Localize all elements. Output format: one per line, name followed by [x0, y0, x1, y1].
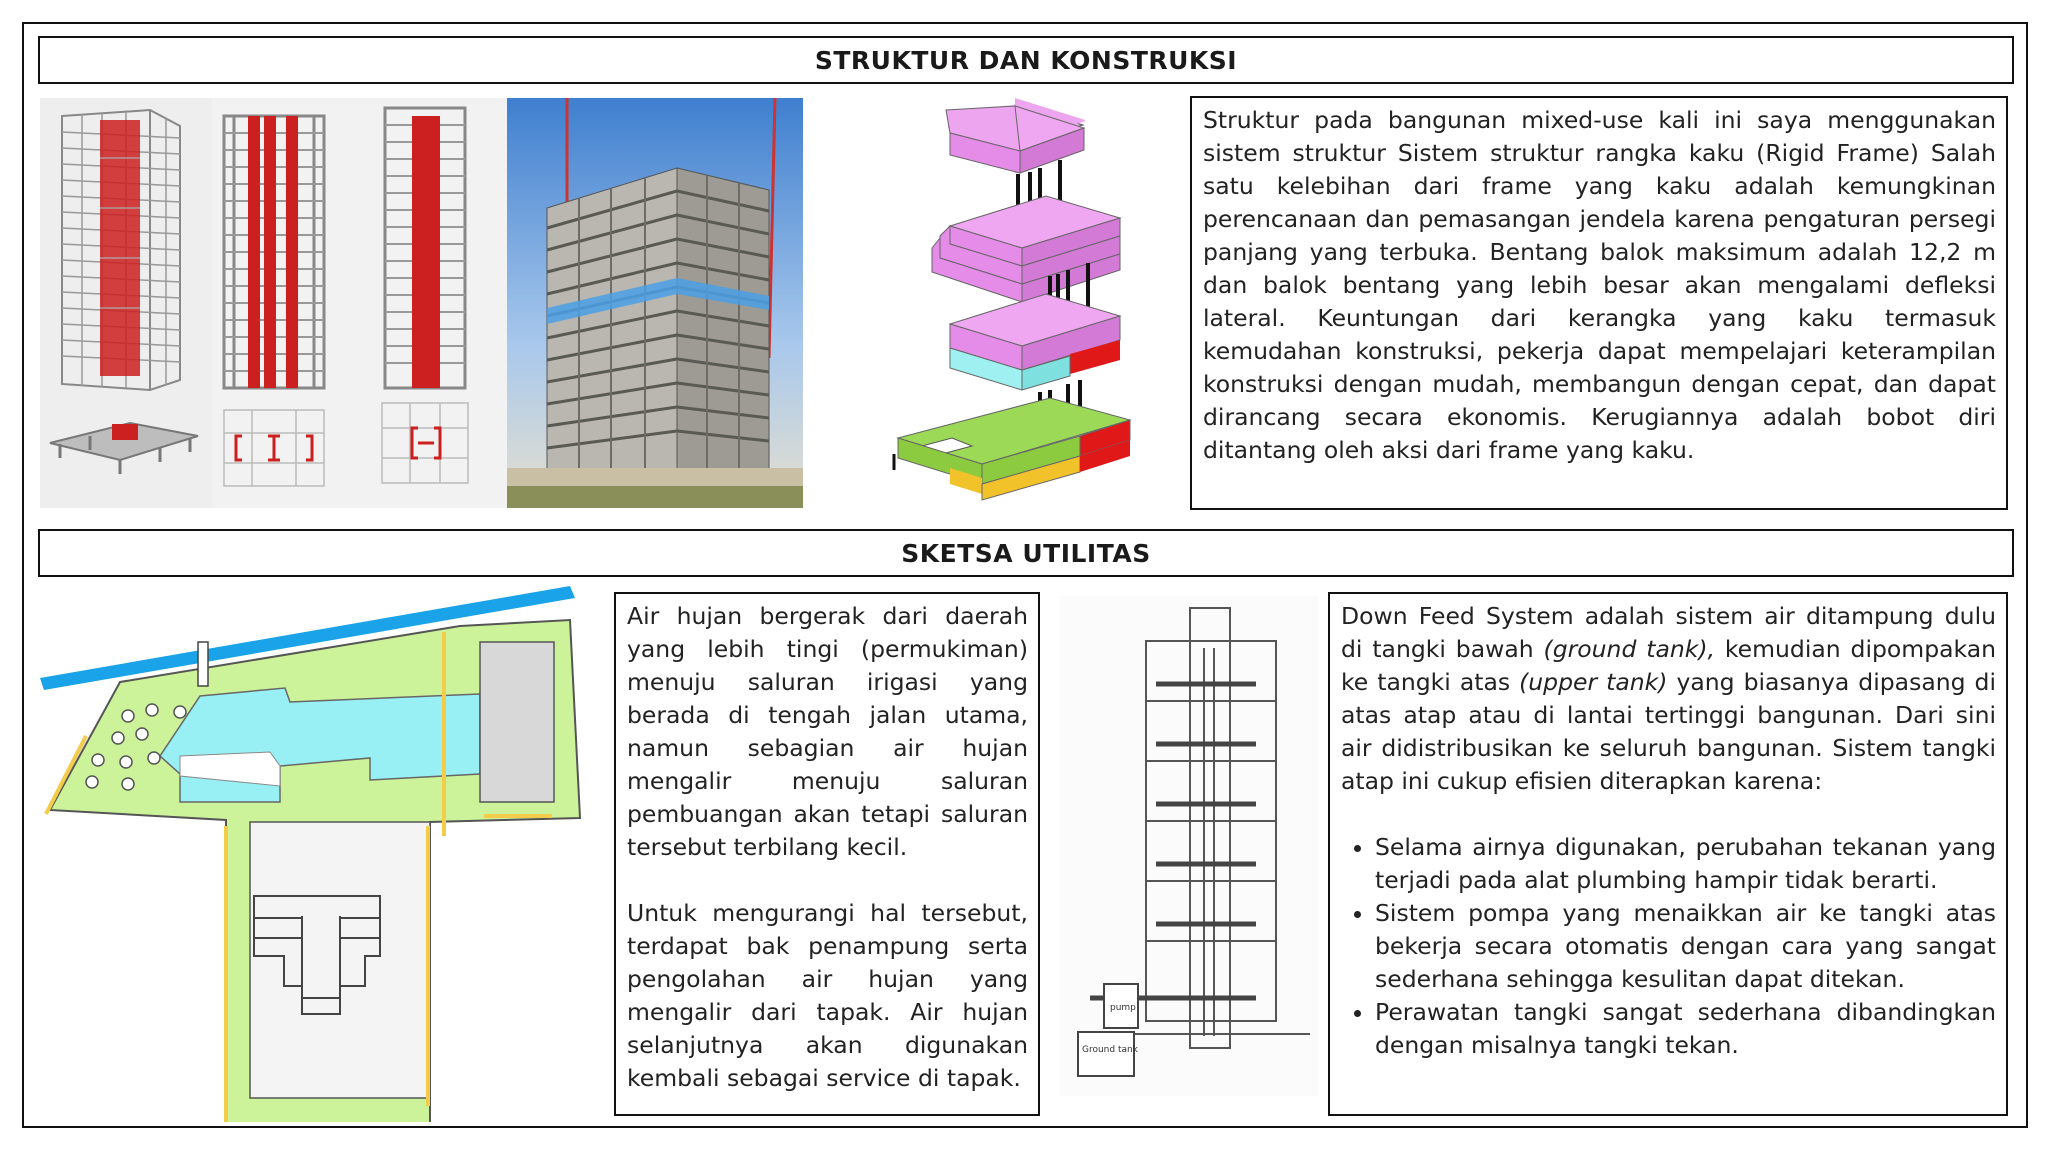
structure-3d-model-figure	[40, 98, 212, 508]
structure-section-title: STRUKTUR DAN KONSTRUKSI	[814, 45, 1238, 75]
rainwater-paragraph-1: Air hujan bergerak dari daerah yang lebih tingi (permukiman) menuju saluran irigasi yang berada di tengah jalan utama, namun sebagian air hujan mengalir menuju saluran pembuangan akan tetapi saluran tersebut terbilang kecil.	[627, 602, 1028, 861]
structure-core-section-figure	[360, 98, 507, 508]
upper-tank-term: (upper tank)	[1519, 668, 1668, 696]
rainwater-description-box	[614, 592, 1040, 1116]
structure-section-header	[38, 36, 2014, 84]
construction-photo	[507, 98, 803, 508]
list-item: • Perawatan tangki sangat sederhana dibandingkan dengan misalnya tangki tekan.	[1375, 996, 1996, 1062]
list-item: • Selama airnya digunakan, perubahan tekanan yang terjadi pada alat plumbing hampir tidak berarti.	[1375, 831, 1996, 897]
utility-section-title: SKETSA UTILITAS	[901, 538, 1151, 568]
ground-tank-term: (ground tank),	[1543, 635, 1716, 663]
utility-section-header	[38, 529, 2014, 577]
ground-tank-label: Ground tank	[1082, 1045, 1138, 1055]
structure-description-text: Struktur pada bangunan mixed-use kali ini saya menggunakan sistem struktur Sistem struktur rangka kaku (Rigid Frame) Salah satu kelebihan dari frame yang kaku adalah kemungkinan perencanaan dan pemasangan jendela karena pengaturan persegi panjang yang terbuka. Bentang balok maksimum adalah 12,2 m dan balok bentang yang lebih besar akan mengalami defleksi lateral. Keuntungan dari kerangka yang kaku termasuk kemudahan konstruksi, pekerja dapat mempelajari keterampilan konstruksi dengan mudah, membangun dengan cepat, dan dapat dirancang secara ekonomis. Kerugiannya adalah bobot diri ditantang oleh aksi dari frame yang kaku.	[1203, 106, 1996, 464]
down-feed-riser-diagram	[1060, 596, 1318, 1096]
structure-elevation-figure	[212, 98, 360, 508]
rainwater-paragraph-2: Untuk mengurangi hal tersebut, terdapat bak penampung serta pengolahan air hujan yang mengalir dari tapak. Air hujan selanjutnya akan digunakan kembali sebagai service di tapak.	[627, 899, 1028, 1092]
massing-diagram-figure	[890, 98, 1150, 508]
pump-label: pump	[1110, 1003, 1136, 1013]
down-feed-benefits-list	[1341, 831, 1996, 1062]
down-feed-description-box	[1328, 592, 2008, 1116]
list-item: • Sistem pompa yang menaikkan air ke tangki atas bekerja secara otomatis dengan cara yang sangat sederhana sehingga kesulitan dapat ditekan.	[1375, 897, 1996, 996]
down-feed-intro: Down Feed System adalah sistem air ditampung dulu di tangki bawah (ground tank), kemudian dipompakan ke tangki atas (upper tank) yang biasanya dipasang di atas atap atau di lantai tertinggi bangunan. Dari sini air didistribusikan ke seluruh bangunan. Sistem tangki atap ini cukup efisien diterapkan karena:	[1341, 602, 1996, 795]
structure-description-box	[1190, 96, 2008, 510]
site-drainage-plan-figure	[40, 586, 608, 1122]
